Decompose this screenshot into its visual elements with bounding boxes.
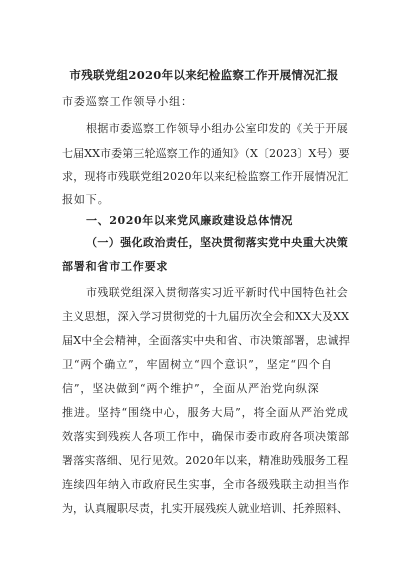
- subsection-heading-line-2: 部署和省市工作要求: [62, 260, 169, 273]
- body-line-7: 效落实到残疾人各项工作中，确保市委市政府各项决策部: [62, 430, 350, 443]
- subsection-heading-line-1: （一）强化政治责任，坚决贯彻落实党中央重大决策: [86, 236, 349, 249]
- body-line-6: 推进。坚持“围绕中心，服务大局”，将全面从严治党成: [62, 406, 349, 419]
- body-line-9: 连续四年纳入市政府民生实事，全市各级残联主动担当作: [62, 478, 350, 491]
- section-heading: 一、2020年以来党风廉政建设总体情况: [86, 214, 294, 227]
- document-title: 市残联党组2020年以来纪检监察工作开展情况汇报: [69, 68, 339, 82]
- body-line-1: 市残联党组深入贯彻落实习近平新时代中国特色社会: [86, 286, 349, 299]
- body-line-2: 主义思想，深入学习贯彻党的十九届历次全会和XX大及XX: [62, 310, 350, 323]
- body-line-3: 届X中全会精神，全面落实中央和省、市决策部署，忠诚捍: [62, 334, 351, 347]
- body-line-8: 署落实落细、见行见效。2020年以来，精准助残服务工程: [62, 454, 349, 467]
- intro-line-3: 求，现将市残联党组2020年以来纪检监察工作开展情况汇: [62, 170, 349, 183]
- intro-line-2: 七届XX市委第三轮巡察工作的通知》（X〔2023〕X号）要: [62, 147, 350, 160]
- body-line-10: 为，认真履职尽责，扎实开展残疾人就业培训、托养照料、: [62, 502, 348, 515]
- salutation: 市委巡察工作领导小组：: [62, 95, 193, 108]
- intro-line-1: 根据市委巡察工作领导小组办公室印发的《关于开展: [86, 122, 349, 135]
- body-line-4: 卫“两个确立”，牢固树立“四个意识”，坚定“四个自: [62, 358, 333, 371]
- intro-line-4: 报如下。: [62, 193, 110, 206]
- body-line-5: 信”，坚决做到“两个维护”，全面从严治党向纵深: [62, 382, 320, 395]
